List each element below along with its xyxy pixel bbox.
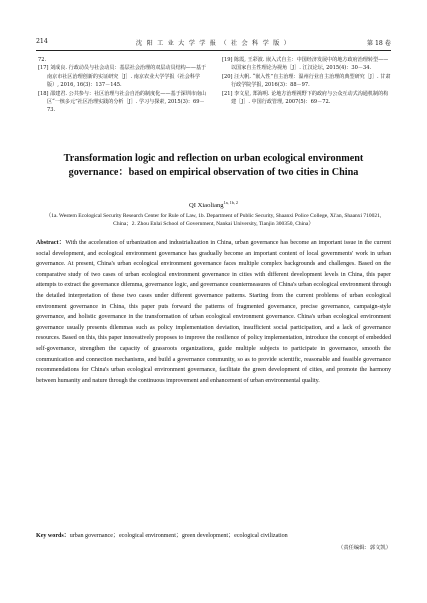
reference-item: 72. [38,57,47,63]
abstract-label: Abstract： [36,240,66,246]
editor-note: （责任编辑：郭文凯） [338,545,391,551]
article-title: Transformation logic and reflection on urban ecological environment governance：based on empirical observation of two cities in China [63,153,364,178]
reference-item: [21] 李文星, 郑海明. 论地方治理视野下的政府与公众互动式沟通机制的构建［J］. 中国行政管理, 2007(5)：69－72. [222,90,389,106]
reference-column-right [222,56,392,106]
abstract [36,238,391,386]
keywords-label: Key words： [36,533,70,539]
header-rule [36,50,391,51]
affiliation: （1a. Western Ecological Security Research Center for Rule of Law, 1b. Department of Public Security, Shaanxi Police College, Xi'an, Shaanxi 710021, China；2. Zhou Enlai School of Government, Nankai University, Tianjin 300350, China） [45,213,382,227]
author-line [40,200,387,209]
volume-label: 第 18 卷 [366,40,391,47]
keywords-text: urban governance；ecological environment；green development；ecological civilization [69,533,288,539]
author-name: QI Xiaoliang [188,202,224,210]
journal-title: 沈 阳 工 业 大 学 学 报 （ 社 会 科 学 版 ） [135,40,292,47]
reference-item: [18] 邵建君. 公共参与：社区治理与社会自治的制度化——基于深圳市南山区“一核多元”社区治理实践的分析［J］. 学习与探索, 2015(3)：69－73. [38,90,207,114]
page-number: 214 [36,38,48,45]
abstract-text: With the acceleration of urbanization and industrialization in China, urban governance has become an important issue in the current social development, and ecological environment governance has gradually become an important content of local governments' work in urban governance. At present, China's urban ecological environment governance faces multiple complex backgrounds and challenges. Based on the comparative study of two cases of urban ecological environment governance in cities with different development levels in China, this paper attempts to extract the governance dilemma, governance logic, and governance countermeasures of China's urban ecological environment through the detailed interpretation of these two cases under different governance patterns. Starting from the current problems of urban ecological environment governance in China, this paper puts forward the patterns of fragmented governance, precise governance, campaign-style governance, and holistic governance in the transformation of urban ecological environment governance. China's urban ecological environment governance usually presents dilemmas such as policy implementation deviation, insufficient social participation, and a lack of governance resources. Based on this, this paper innovatively proposes to improve the resilience of policy implementation, introduce the concept of embedded self-governance, strengthen the capacity of grassroots organizations, guide multiple subjects to participate in governance, smooth the communication and connection mechanisms, and build a governance community, so as to provide scientific, reasonable and feasible governance recommendations for China's urban ecological environment governance, facilitate the green development of cities, and promote the harmony between humanity and nature through the continuous improvement and enhancement of urban environmental quality. [36,240,391,384]
reference-item: [19] 陈霞, 王彩波. 嵌入式自主：中国经济发展中的地方政府治理转型——以国家自主性理论为视角［J］. 江汉论坛, 2015(4)：30－34. [222,57,389,72]
reference-item: [17] 刘成良. 行政动员与社会动员：基层社会治理的双层动员结构——基于南京市社区治理创新的实证研究［J］. 南京农业大学学报（社会科学版）, 2016, 16(3)：137－145. [38,65,207,89]
keywords [36,531,391,541]
running-header [36,38,391,50]
reference-column-left [38,56,208,115]
author-affiliation-marks: 1a, 1b, 2 [223,200,239,205]
reference-item: [20] 汪大帆. “嵌入性”自主治理：温州行业自主治理的典型研究［J］. 甘肃行政学院学报, 2016(3)：88－97. [222,73,391,89]
